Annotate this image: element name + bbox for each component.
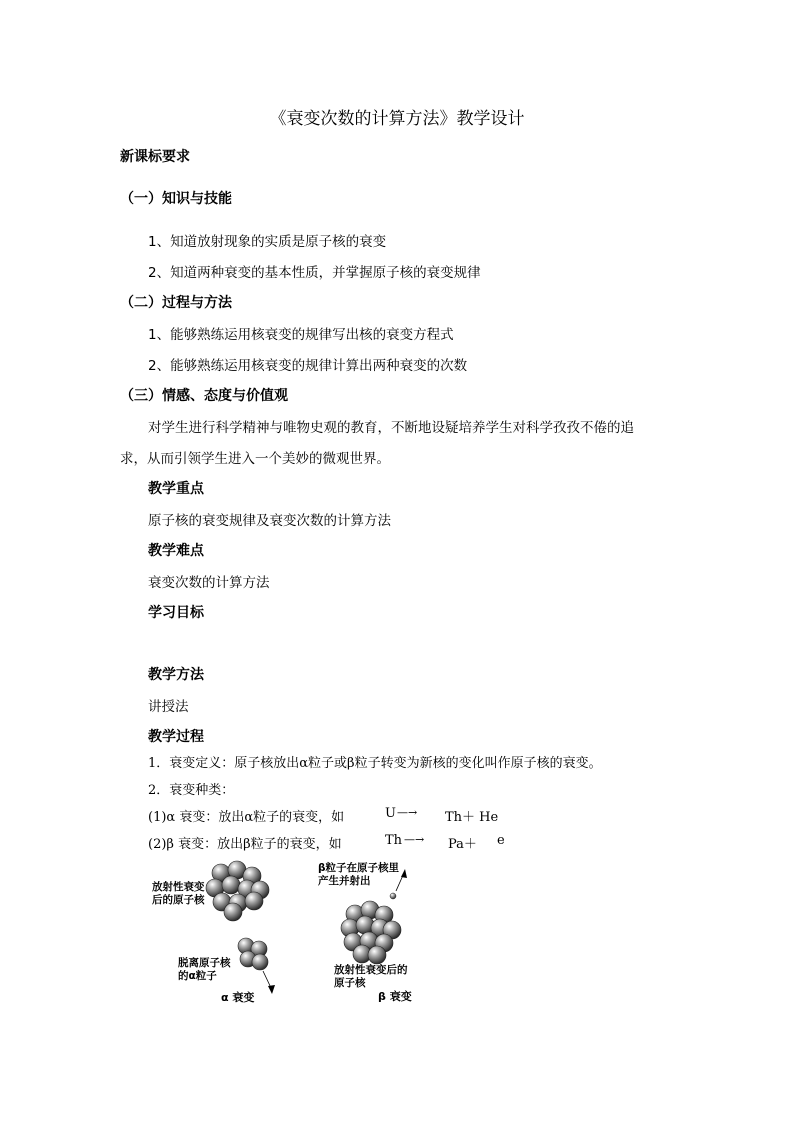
- difficulty-heading: 教学难点: [148, 543, 204, 559]
- alpha-particle-label: 脱离原子核的α粒子: [178, 957, 231, 982]
- beta-eq-arrow: —→: [404, 833, 425, 846]
- beta-decay-label: (2)β 衰变：放出β粒子的衰变，如: [148, 837, 342, 852]
- process-heading: 教学过程: [148, 729, 204, 745]
- key-point-text: 原子核的衰变规律及衰变次数的计算方法: [148, 513, 391, 529]
- objectives-heading: 学习目标: [148, 605, 204, 621]
- standards-heading: 新课标要求: [120, 149, 190, 165]
- alpha-eq-products: Th＋ He: [445, 810, 499, 825]
- goal3-heading: （三）情感、态度与价值观: [120, 388, 288, 404]
- alpha-nucleus-label: 放射性衰变后的原子核: [152, 881, 205, 906]
- alpha-caption: α 衰变: [221, 991, 255, 1004]
- alpha-eq-parent: U: [385, 806, 396, 821]
- beta-caption: β 衰变: [378, 990, 412, 1003]
- beta-eq-products: Pa＋: [448, 837, 477, 852]
- beta-daughter-nucleus: [341, 901, 401, 964]
- method-heading: 教学方法: [148, 667, 204, 683]
- goal2-item: 1、能够熟练运用核衰变的规律写出核的衰变方程式: [148, 327, 454, 343]
- goal2-heading: （二）过程与方法: [120, 295, 232, 311]
- beta-particle-label: β粒子在原子核里产生并射出: [318, 862, 400, 887]
- decay-definition: 1．衰变定义：原子核放出α粒子或β粒子转变为新核的变化叫作原子核的衰变。: [148, 756, 602, 771]
- alpha-particle: [238, 938, 268, 970]
- beta-eq-parent: Th: [385, 833, 403, 848]
- beta-nucleus-label: 放射性衰变后的原子核: [334, 964, 408, 989]
- difficulty-text: 衰变次数的计算方法: [148, 575, 270, 591]
- key-point-heading: 教学重点: [148, 481, 204, 497]
- goal1-heading: （一）知识与技能: [120, 191, 232, 207]
- goal2-item: 2、能够熟练运用核衰变的规律计算出两种衰变的次数: [148, 358, 468, 374]
- goal3-para-line: 对学生进行科学精神与唯物史观的教育，不断地设疑培养学生对科学孜孜不倦的追: [148, 420, 634, 436]
- alpha-eq-arrow: —→: [397, 806, 418, 819]
- goal3-para-line: 求，从而引领学生进入一个美妙的微观世界。: [120, 451, 390, 467]
- alpha-decay-label: (1)α 衰变：放出α粒子的衰变，如: [148, 810, 345, 825]
- method-text: 讲授法: [148, 699, 189, 715]
- decay-types: 2．衰变种类：: [148, 783, 235, 798]
- alpha-daughter-nucleus: [206, 861, 269, 921]
- goal1-item: 2、知道两种衰变的基本性质，并掌握原子核的衰变规律: [148, 265, 481, 281]
- beta-eq-electron: e: [497, 833, 505, 848]
- beta-particle: [390, 893, 396, 899]
- page-title: 《衰变次数的计算方法》教学设计: [269, 109, 525, 129]
- goal1-item: 1、知道放射现象的实质是原子核的衰变: [148, 234, 387, 250]
